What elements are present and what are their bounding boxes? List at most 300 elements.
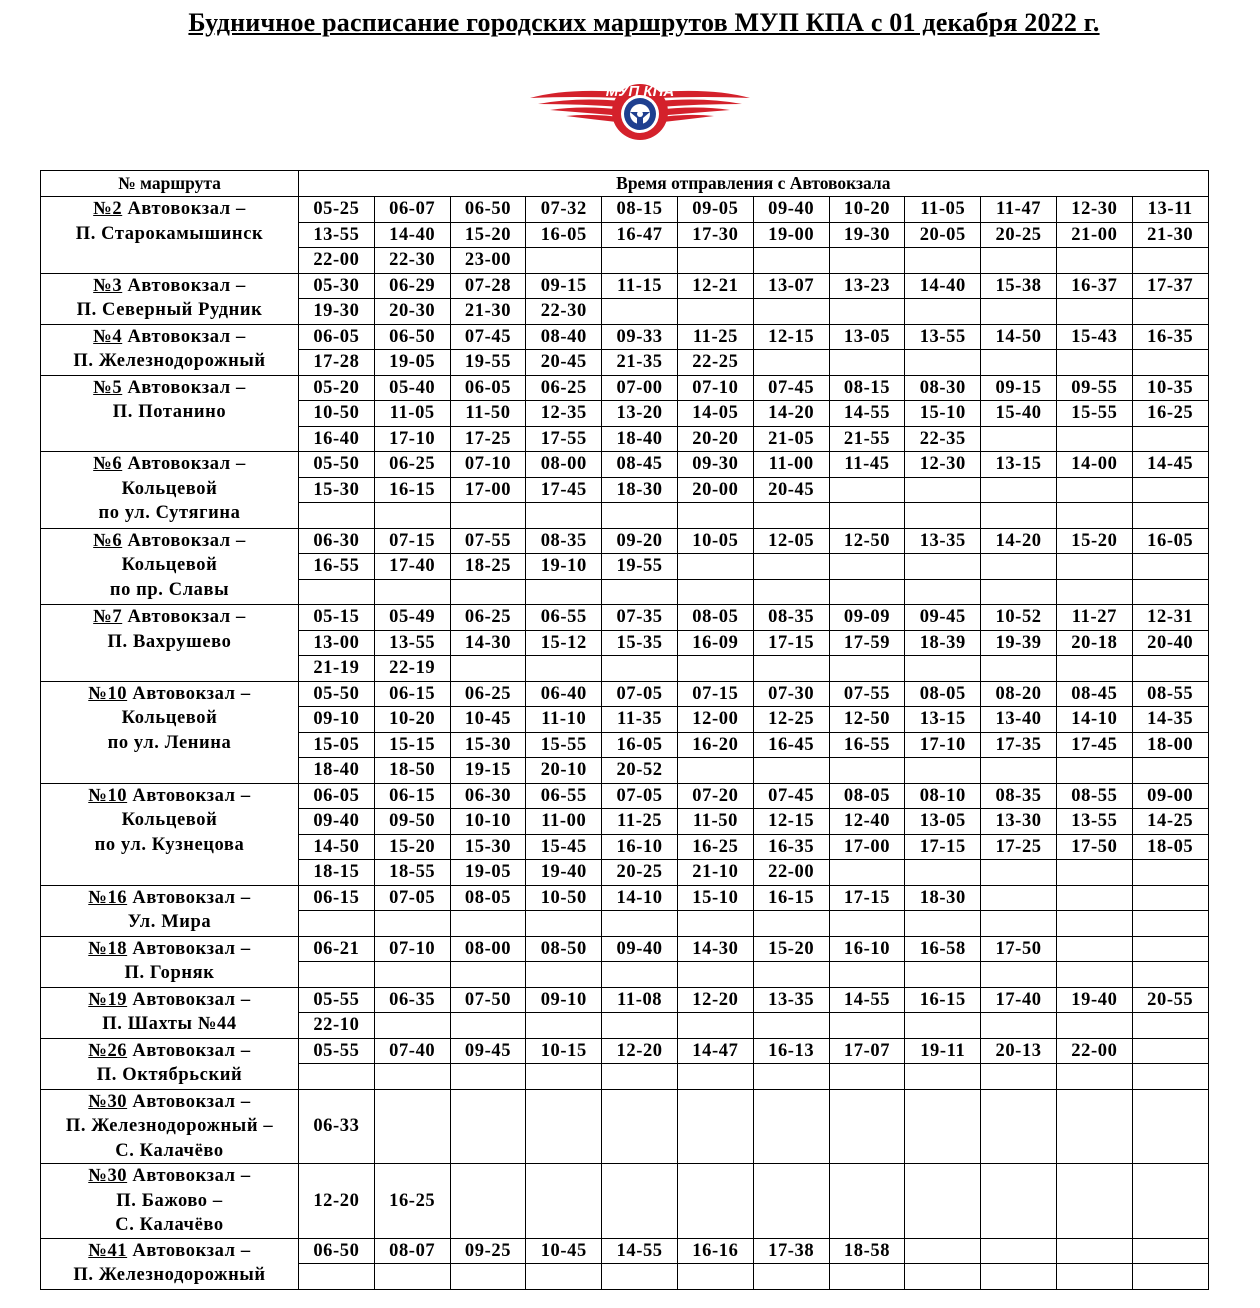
departure-time-cell: 20-00 [677, 477, 753, 503]
departure-time-cell: 15-35 [602, 630, 678, 656]
departure-time-cell [753, 656, 829, 682]
departure-time-cell: 22-00 [753, 860, 829, 886]
departure-time-cell [905, 860, 981, 886]
departure-time-cell: 14-50 [981, 324, 1057, 350]
departure-time-cell [1132, 656, 1208, 682]
departure-time-cell: 14-30 [677, 936, 753, 962]
departure-time-cell: 18-40 [602, 426, 678, 452]
departure-time-cell: 17-35 [981, 732, 1057, 758]
departure-time-cell: 07-50 [450, 987, 526, 1013]
departure-time-cell: 06-33 [299, 1089, 375, 1164]
departure-time-cell [1132, 1013, 1208, 1039]
departure-time-cell [526, 579, 602, 605]
route-name-cell [41, 936, 299, 987]
departure-time-cell [981, 299, 1057, 325]
departure-time-cell [299, 1264, 375, 1290]
route-title-line [41, 452, 298, 477]
route-title-line [41, 1164, 298, 1189]
departure-time-cell: 14-00 [1056, 452, 1132, 478]
departure-time-cell: 06-25 [450, 605, 526, 631]
route-destination-line: Кольцевой [121, 708, 218, 728]
departure-time-cell: 07-20 [677, 783, 753, 809]
route-name-cell [41, 1089, 299, 1164]
departure-time-cell: 06-15 [299, 885, 375, 911]
departure-time-cell [753, 911, 829, 937]
departure-time-cell: 05-40 [374, 375, 450, 401]
departure-time-cell: 07-10 [677, 375, 753, 401]
departure-time-cell: 17-00 [829, 834, 905, 860]
departure-time-cell: 16-47 [602, 222, 678, 248]
departure-time-cell: 21-55 [829, 426, 905, 452]
departure-time-cell [829, 758, 905, 784]
departure-time-cell: 12-21 [677, 273, 753, 299]
departure-time-cell [450, 1089, 526, 1164]
departure-time-cell: 07-45 [450, 324, 526, 350]
route-number: №10 [88, 683, 128, 704]
departure-time-cell [602, 1089, 678, 1164]
departure-time-cell: 13-07 [753, 273, 829, 299]
departure-time-cell: 22-35 [905, 426, 981, 452]
route-number: №3 [93, 275, 123, 296]
departure-time-cell: 22-00 [299, 248, 375, 274]
route-destination-line: Автовокзал – [127, 530, 246, 551]
departure-time-cell: 13-05 [905, 809, 981, 835]
departure-time-cell: 14-05 [677, 401, 753, 427]
route-destination-line: Ул. Мира [127, 912, 212, 932]
departure-time-cell [1132, 1264, 1208, 1290]
departure-time-cell: 21-30 [1132, 222, 1208, 248]
departure-time-cell: 18-39 [905, 630, 981, 656]
route-destination-line: по ул. Ленина [107, 732, 232, 753]
departure-time-cell: 17-45 [526, 477, 602, 503]
departure-time-cell [829, 1013, 905, 1039]
departure-time-cell [677, 758, 753, 784]
departure-time-cell: 09-45 [905, 605, 981, 631]
departure-time-cell [677, 299, 753, 325]
departure-time-cell: 16-10 [829, 936, 905, 962]
departure-time-cell: 19-15 [450, 758, 526, 784]
route-destination-line: Автовокзал – [132, 989, 251, 1010]
departure-time-cell: 08-05 [829, 783, 905, 809]
departure-time-cell: 14-30 [450, 630, 526, 656]
departure-time-cell: 06-15 [374, 783, 450, 809]
departure-time-cell: 19-10 [526, 554, 602, 580]
departure-time-cell: 22-19 [374, 656, 450, 682]
route-name-cell [41, 605, 299, 682]
route-title-line [41, 937, 298, 962]
departure-time-cell: 21-19 [299, 656, 375, 682]
departure-time-cell: 08-35 [526, 528, 602, 554]
departure-time-cell [1132, 860, 1208, 886]
departure-time-cell: 14-55 [602, 1238, 678, 1264]
departure-time-cell [829, 248, 905, 274]
departure-time-cell [905, 1013, 981, 1039]
departure-time-cell [905, 579, 981, 605]
route-number: №26 [88, 1040, 128, 1061]
departure-time-cell: 09-00 [1132, 783, 1208, 809]
departure-time-cell: 07-32 [526, 197, 602, 223]
departure-time-cell: 11-25 [677, 324, 753, 350]
departure-time-cell [905, 554, 981, 580]
route-destination-line: Автовокзал – [127, 326, 246, 347]
departure-time-cell [1056, 1164, 1132, 1239]
departure-time-cell: 15-55 [1056, 401, 1132, 427]
departure-time-cell: 06-05 [450, 375, 526, 401]
route-name-cell [41, 528, 299, 605]
departure-time-cell: 14-47 [677, 1038, 753, 1064]
departure-time-cell [1132, 503, 1208, 529]
route-title-line [41, 1039, 298, 1064]
departure-time-cell [981, 248, 1057, 274]
route-destination-line: Кольцевой [121, 478, 218, 499]
departure-time-cell: 07-30 [753, 681, 829, 707]
route-destination-line: С. Калачёво [115, 1215, 224, 1235]
departure-time-cell [602, 1013, 678, 1039]
route-title-line [41, 274, 298, 299]
departure-time-cell [981, 1089, 1057, 1164]
departure-time-cell: 16-20 [677, 732, 753, 758]
departure-time-cell [753, 503, 829, 529]
departure-time-cell [905, 1264, 981, 1290]
departure-time-cell [1132, 1038, 1208, 1064]
departure-time-cell [677, 579, 753, 605]
route-destination-line: П. Вахрушево [107, 631, 232, 652]
route-row [41, 273, 1209, 299]
route-number: №30 [88, 1091, 128, 1112]
departure-time-cell: 20-30 [374, 299, 450, 325]
departure-time-cell: 14-40 [374, 222, 450, 248]
departure-time-cell: 18-30 [905, 885, 981, 911]
departure-time-cell: 08-00 [450, 936, 526, 962]
departure-time-cell [602, 656, 678, 682]
departure-time-cell: 21-10 [677, 860, 753, 886]
departure-time-cell: 11-27 [1056, 605, 1132, 631]
route-number: №19 [88, 989, 128, 1010]
departure-time-cell [1132, 579, 1208, 605]
route-title-line [41, 988, 298, 1013]
departure-time-cell: 17-50 [1056, 834, 1132, 860]
departure-time-cell [526, 248, 602, 274]
departure-time-cell: 20-05 [905, 222, 981, 248]
route-number: №41 [88, 1240, 128, 1261]
departure-time-cell [299, 579, 375, 605]
route-row [41, 987, 1209, 1013]
route-destination-line: Автовокзал – [132, 1040, 251, 1061]
departure-time-cell: 20-45 [753, 477, 829, 503]
departure-time-cell: 16-45 [753, 732, 829, 758]
header-row [41, 171, 1209, 197]
departure-time-cell [1132, 885, 1208, 911]
departure-time-cell [1056, 299, 1132, 325]
departure-time-cell [602, 503, 678, 529]
departure-time-cell [677, 1013, 753, 1039]
departure-time-cell: 21-05 [753, 426, 829, 452]
departure-time-cell: 13-35 [753, 987, 829, 1013]
departure-time-cell [981, 1264, 1057, 1290]
departure-time-cell: 22-00 [1056, 1038, 1132, 1064]
departure-time-cell: 10-35 [1132, 375, 1208, 401]
departure-time-cell [981, 426, 1057, 452]
departure-time-cell: 16-35 [1132, 324, 1208, 350]
departure-time-cell: 11-15 [602, 273, 678, 299]
departure-time-cell: 11-25 [602, 809, 678, 835]
departure-time-cell: 08-35 [753, 605, 829, 631]
departure-time-cell [450, 579, 526, 605]
departure-time-cell: 16-35 [753, 834, 829, 860]
departure-time-cell: 19-05 [450, 860, 526, 886]
departure-time-cell [1132, 477, 1208, 503]
departure-time-cell [602, 299, 678, 325]
route-destination-line: Автовокзал – [127, 607, 246, 627]
departure-time-cell: 18-25 [450, 554, 526, 580]
departure-time-cell [1056, 554, 1132, 580]
departure-time-cell: 13-35 [905, 528, 981, 554]
departure-time-cell [374, 1013, 450, 1039]
departure-time-cell [829, 579, 905, 605]
departure-time-cell: 07-05 [602, 681, 678, 707]
departure-time-cell: 13-00 [299, 630, 375, 656]
departure-time-cell: 21-35 [602, 350, 678, 376]
departure-time-cell [753, 962, 829, 988]
departure-time-cell: 09-50 [374, 809, 450, 835]
departure-time-cell: 06-25 [450, 681, 526, 707]
route-destination-line: П. Шахты №44 [102, 1014, 237, 1034]
departure-time-cell [1056, 1064, 1132, 1090]
route-title-line [41, 529, 298, 554]
departure-time-cell: 19-30 [829, 222, 905, 248]
departure-time-cell [677, 248, 753, 274]
departure-time-cell: 09-33 [602, 324, 678, 350]
departure-time-cell: 14-55 [829, 987, 905, 1013]
departure-time-cell: 19-05 [374, 350, 450, 376]
departure-time-cell [981, 962, 1057, 988]
route-number: №7 [93, 607, 123, 627]
departure-time-cell: 09-10 [299, 707, 375, 733]
departure-time-cell [526, 1264, 602, 1290]
departure-time-cell [1056, 911, 1132, 937]
departure-time-cell [602, 911, 678, 937]
departure-time-cell [1056, 1089, 1132, 1164]
route-title-line [41, 325, 298, 350]
departure-time-cell [677, 1064, 753, 1090]
departure-time-cell: 11-00 [753, 452, 829, 478]
departure-time-cell: 08-55 [1056, 783, 1132, 809]
departure-time-cell: 06-21 [299, 936, 375, 962]
departure-time-cell: 12-00 [677, 707, 753, 733]
departure-time-cell [981, 350, 1057, 376]
route-destination-line: Автовокзал – [127, 454, 246, 474]
route-row [41, 1089, 1209, 1164]
departure-time-cell: 06-30 [450, 783, 526, 809]
departure-time-cell [1056, 758, 1132, 784]
departure-time-cell [981, 911, 1057, 937]
departure-time-cell: 18-50 [374, 758, 450, 784]
departure-time-cell [602, 579, 678, 605]
departure-time-cell: 16-55 [299, 554, 375, 580]
departure-time-cell: 11-47 [981, 197, 1057, 223]
departure-time-cell: 17-40 [374, 554, 450, 580]
departure-time-cell [829, 1164, 905, 1239]
departure-time-cell: 16-13 [753, 1038, 829, 1064]
departure-time-cell: 16-55 [829, 732, 905, 758]
departure-time-cell: 08-15 [829, 375, 905, 401]
route-destination-line: Кольцевой [121, 555, 218, 575]
departure-time-cell: 11-50 [450, 401, 526, 427]
departure-time-cell [981, 1013, 1057, 1039]
departure-time-cell [829, 962, 905, 988]
departure-time-cell [905, 1164, 981, 1239]
departure-time-cell: 13-55 [1056, 809, 1132, 835]
route-name-cell [41, 783, 299, 885]
departure-time-cell [1132, 936, 1208, 962]
route-title-line [41, 197, 298, 222]
departure-time-cell: 20-55 [1132, 987, 1208, 1013]
departure-time-cell [829, 1089, 905, 1164]
departure-time-cell [677, 656, 753, 682]
departure-time-cell: 06-05 [299, 783, 375, 809]
departure-time-cell: 10-45 [526, 1238, 602, 1264]
departure-time-cell: 20-25 [981, 222, 1057, 248]
departure-time-cell: 06-50 [374, 324, 450, 350]
route-destination-line: П. Горняк [124, 963, 215, 983]
departure-time-cell: 05-49 [374, 605, 450, 631]
departure-time-cell: 19-55 [602, 554, 678, 580]
departure-time-cell: 09-05 [677, 197, 753, 223]
departure-time-cell: 12-15 [753, 809, 829, 835]
departure-time-cell: 12-15 [753, 324, 829, 350]
route-destination-line: Автовокзал – [127, 275, 246, 296]
route-number: №4 [93, 326, 123, 347]
departure-time-cell [1056, 477, 1132, 503]
departure-time-cell: 11-05 [374, 401, 450, 427]
departure-time-cell [526, 911, 602, 937]
departure-time-cell: 16-15 [905, 987, 981, 1013]
departure-time-cell [1132, 1164, 1208, 1239]
departure-time-cell [1056, 503, 1132, 529]
departure-time-cell [299, 962, 375, 988]
departure-time-cell [1056, 962, 1132, 988]
departure-time-cell [374, 1264, 450, 1290]
mup-kpa-logo [526, 62, 754, 144]
departure-time-cell: 09-15 [526, 273, 602, 299]
departure-time-cell: 17-28 [299, 350, 375, 376]
departure-time-cell: 14-10 [602, 885, 678, 911]
departure-time-cell [374, 1089, 450, 1164]
departure-time-cell: 17-50 [981, 936, 1057, 962]
departure-time-cell: 13-55 [905, 324, 981, 350]
departure-time-cell: 14-35 [1132, 707, 1208, 733]
departure-time-cell [905, 1238, 981, 1264]
departure-time-cell: 06-50 [450, 197, 526, 223]
departure-time-cell: 22-10 [299, 1013, 375, 1039]
departure-time-cell: 17-25 [981, 834, 1057, 860]
departure-time-cell [374, 1064, 450, 1090]
departure-time-cell [1056, 1013, 1132, 1039]
departure-time-cell [450, 962, 526, 988]
departure-time-cell: 14-10 [1056, 707, 1132, 733]
departure-time-cell: 17-15 [829, 885, 905, 911]
departure-time-cell [905, 758, 981, 784]
departure-time-cell [829, 860, 905, 886]
departure-time-cell: 05-25 [299, 197, 375, 223]
departure-time-cell: 05-20 [299, 375, 375, 401]
departure-time-cell: 14-25 [1132, 809, 1208, 835]
departure-time-cell: 06-25 [374, 452, 450, 478]
departure-time-cell: 15-20 [1056, 528, 1132, 554]
route-title-line [41, 1239, 298, 1264]
departure-time-cell [753, 1164, 829, 1239]
departure-time-cell: 15-30 [450, 834, 526, 860]
departure-time-cell: 18-00 [1132, 732, 1208, 758]
departure-time-cell [753, 1064, 829, 1090]
departure-time-cell: 17-07 [829, 1038, 905, 1064]
route-destination-line: П. Северный Рудник [76, 300, 263, 320]
route-destination-line: Автовокзал – [132, 683, 251, 704]
route-name-cell [41, 452, 299, 529]
departure-time-cell: 13-20 [602, 401, 678, 427]
departure-time-cell [1056, 1238, 1132, 1264]
departure-time-cell [1132, 426, 1208, 452]
departure-time-cell: 09-25 [450, 1238, 526, 1264]
departure-time-cell: 09-45 [450, 1038, 526, 1064]
departure-time-cell: 07-10 [374, 936, 450, 962]
departure-time-cell [1056, 656, 1132, 682]
departure-time-cell [602, 1064, 678, 1090]
departure-time-cell: 18-15 [299, 860, 375, 886]
route-title-line [41, 682, 298, 707]
route-name-cell [41, 324, 299, 375]
departure-time-cell [981, 656, 1057, 682]
route-destination-line: Автовокзал – [127, 199, 246, 219]
schedule-table [40, 170, 1209, 1290]
departure-time-cell: 17-55 [526, 426, 602, 452]
route-name-cell [41, 885, 299, 936]
departure-time-cell [299, 911, 375, 937]
departure-time-cell: 10-10 [450, 809, 526, 835]
departure-time-cell [299, 503, 375, 529]
departure-time-cell: 15-30 [299, 477, 375, 503]
departure-time-cell [1056, 248, 1132, 274]
departure-time-cell: 23-00 [450, 248, 526, 274]
departure-time-cell: 06-30 [299, 528, 375, 554]
departure-time-cell: 11-05 [905, 197, 981, 223]
departure-time-cell: 07-35 [602, 605, 678, 631]
departure-time-cell [905, 248, 981, 274]
departure-time-cell: 12-31 [1132, 605, 1208, 631]
departure-time-cell: 07-45 [753, 375, 829, 401]
route-name-cell [41, 375, 299, 452]
departure-time-cell [374, 962, 450, 988]
departure-time-cell: 15-45 [526, 834, 602, 860]
departure-time-cell: 18-05 [1132, 834, 1208, 860]
departure-time-cell: 16-40 [299, 426, 375, 452]
departure-time-cell: 18-30 [602, 477, 678, 503]
route-row [41, 197, 1209, 223]
departure-time-cell [299, 1064, 375, 1090]
departure-time-cell: 13-15 [981, 452, 1057, 478]
departure-time-cell: 15-15 [374, 732, 450, 758]
departure-time-cell [450, 503, 526, 529]
departure-time-cell: 16-25 [1132, 401, 1208, 427]
departure-time-cell: 08-15 [602, 197, 678, 223]
route-row [41, 452, 1209, 478]
departure-time-cell: 14-20 [753, 401, 829, 427]
departure-time-cell [905, 299, 981, 325]
departure-time-cell: 06-29 [374, 273, 450, 299]
departure-time-cell [1132, 554, 1208, 580]
departure-time-cell: 16-25 [374, 1164, 450, 1239]
departure-time-cell: 17-38 [753, 1238, 829, 1264]
